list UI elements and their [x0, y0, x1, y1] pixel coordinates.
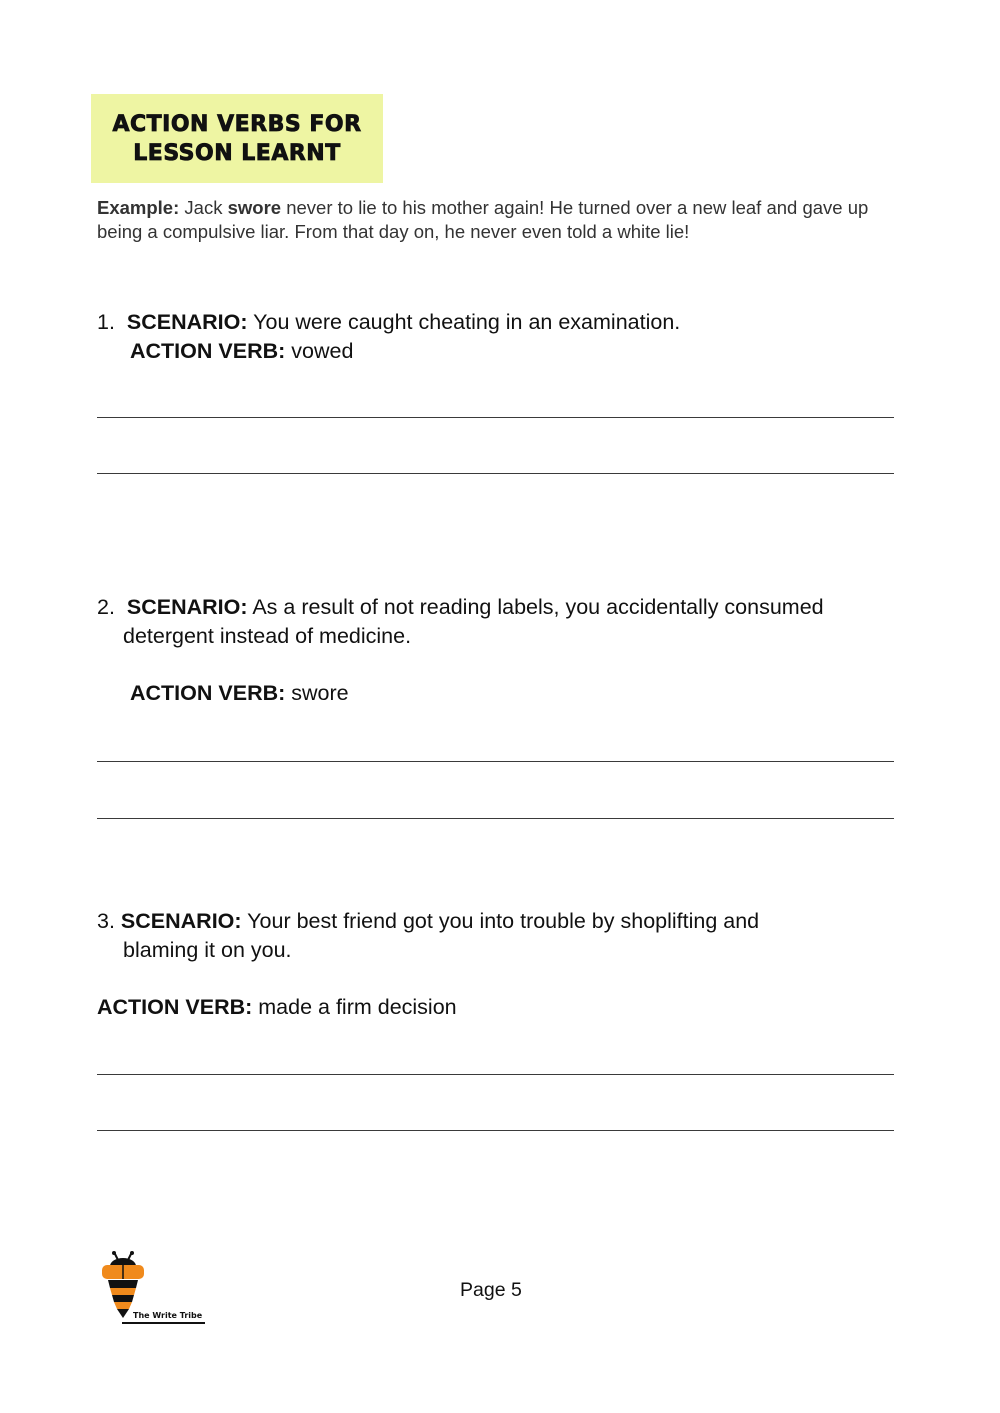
- page-number: Page 5: [460, 1279, 522, 1301]
- item-1-number: 1.: [97, 310, 115, 334]
- example-paragraph: [97, 196, 887, 244]
- item-3-scenario-label: SCENARIO:: [120, 909, 242, 933]
- page-title: ACTION VERBS FOR LESSON LEARNT: [112, 111, 362, 166]
- item-1-action-line: [130, 337, 353, 365]
- item-1-action-label: ACTION VERB:: [130, 339, 286, 363]
- item-1-scenario: You were caught cheating in an examination.: [253, 310, 681, 334]
- answer-line-1a[interactable]: [97, 417, 894, 418]
- item-1-scenario-line: [97, 308, 680, 336]
- example-bold-word: swore: [227, 197, 282, 218]
- item-2-action-verb: swore: [291, 681, 349, 705]
- item-1-action-verb: vowed: [291, 339, 354, 363]
- item-2-number: 2.: [97, 595, 115, 619]
- example-rest: never to lie to his mother again! He turned over a new leaf and gave up being a compulsive liar. From that day on, he never even told a white lie!: [97, 197, 869, 242]
- answer-line-1b[interactable]: [97, 473, 894, 474]
- item-3-action-line: [97, 993, 457, 1021]
- answer-line-2a[interactable]: [97, 761, 894, 762]
- item-2-action-line: [130, 679, 349, 707]
- item-3-scenario-line2: blaming it on you.: [123, 938, 292, 962]
- logo-underline: [122, 1322, 205, 1324]
- item-3-number: 3.: [97, 909, 115, 933]
- item-3-action-verb: made a firm decision: [258, 995, 457, 1019]
- item-2-scenario-line: [97, 593, 824, 621]
- title-banner: [91, 94, 383, 183]
- example-label: Example:: [97, 197, 180, 218]
- item-2-scenario-line1: As a result of not reading labels, you accidentally consumed: [252, 595, 824, 619]
- item-1-scenario-label: SCENARIO:: [126, 310, 248, 334]
- item-3-scenario-line: [97, 907, 759, 935]
- answer-line-3a[interactable]: [97, 1074, 894, 1075]
- item-2-scenario-label: SCENARIO:: [126, 595, 248, 619]
- item-2-scenario-line2: detergent instead of medicine.: [123, 624, 412, 648]
- logo-text: The Write Tribe: [133, 1311, 203, 1320]
- example-pre: Jack: [184, 197, 223, 218]
- item-3-action-label: ACTION VERB:: [97, 995, 253, 1019]
- item-3-scenario-line1: Your best friend got you into trouble by shoplifting and: [247, 909, 760, 933]
- answer-line-2b[interactable]: [97, 818, 894, 819]
- answer-line-3b[interactable]: [97, 1130, 894, 1131]
- item-2-action-label: ACTION VERB:: [130, 681, 286, 705]
